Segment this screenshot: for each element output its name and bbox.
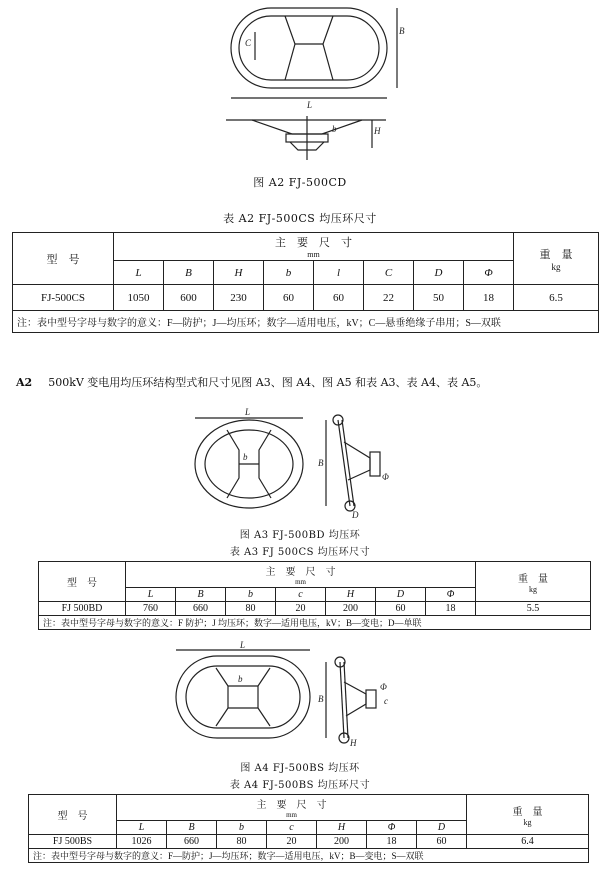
dim-phi-label: Φ [382, 472, 389, 482]
table-a2-col-header: H [214, 261, 264, 285]
table-a3-value-cell: 660 [176, 602, 226, 616]
table-a4-value-cell: 660 [167, 835, 217, 849]
table-a4-col-header: L [117, 821, 167, 835]
table-a4-note: 注：表中型号字母与数字的意义：F—防护；J—均压环；数字—适用电压，kV；B—变电；S—双联 [29, 849, 589, 863]
dim-b-label: b [332, 124, 337, 134]
table-a2-col-header: l [314, 261, 364, 285]
table-a3-col-header: Φ [426, 588, 476, 602]
table-a3-value-cell: 760 [126, 602, 176, 616]
table-a3-col-header: D [376, 588, 426, 602]
figure-a2-side-view [222, 112, 392, 164]
table-a3-model-header: 型 号 [39, 562, 126, 602]
figure-a3-plan-view [185, 406, 315, 521]
table-a2-col-header: b [264, 261, 314, 285]
table-a2-weight-cell: 6.5 [514, 285, 599, 311]
dim-B-label: B [318, 694, 324, 704]
figure-a3-caption: 图 A3 FJ-500BD 均压环 [239, 530, 361, 541]
dim-b-label: b [243, 452, 248, 462]
table-a2-main-dims-header: 主 要 尺 寸 mm [114, 233, 514, 261]
table-a2-value-cell: 600 [164, 285, 214, 311]
table-a4-main-dims-header: 主 要 尺 寸 mm [117, 795, 467, 821]
table-a3-col-header: H [326, 588, 376, 602]
table-a3-col-header: L [126, 588, 176, 602]
table-a4-value-cell: 80 [217, 835, 267, 849]
paragraph-a2-text: 500kV 变电用均压环结构型式和尺寸见图 A3、图 A4、图 A5 和表 A3、表 A4、表 A5。 [48, 376, 488, 389]
table-a2-note: 注：表中型号字母与数字的意义：F—防护；J—均压环；数字—适用电压，kV；C—悬垂绝缘子串用；S—双联 [13, 311, 599, 333]
table-a4-model-cell: FJ 500BS [29, 835, 117, 849]
table-a3-model-cell: FJ 500BD [39, 602, 126, 616]
table-a3-col-header: c [276, 588, 326, 602]
table-a2-weight-header: 重 量 kg [514, 233, 599, 285]
table-a4-row [29, 835, 589, 849]
table-a2-value-cell: 60 [314, 285, 364, 311]
table-a4-weight-header: 重 量 kg [467, 795, 589, 835]
figure-a4-side-view [318, 652, 400, 748]
table-a3-value-cell: 80 [226, 602, 276, 616]
table-a3-note: 注：表中型号字母与数字的意义：F 防护；J 均压环；数字—适用电压，kV；B—变电；D—单联 [39, 616, 591, 630]
table-a4-model-header: 型 号 [29, 795, 117, 835]
dim-L-label: L [240, 640, 246, 650]
table-a3-weight-header: 重 量 kg [476, 562, 591, 602]
dim-c-label: c [384, 696, 388, 706]
table-a3-value-cell: 60 [376, 602, 426, 616]
table-a2-col-header: L [114, 261, 164, 285]
table-a2-col-header: B [164, 261, 214, 285]
table-a4-col-header: B [167, 821, 217, 835]
table-a4-title: 表 A4 FJ-500BS 均压环尺寸 [229, 780, 371, 791]
table-a3 [38, 561, 591, 630]
paragraph-a2 [16, 374, 596, 390]
table-a4-col-header: Φ [367, 821, 417, 835]
table-a3-title: 表 A3 FJ 500CS 均压环尺寸 [229, 547, 371, 558]
figure-a2-plan-view [215, 4, 405, 114]
dim-L-label: L [307, 100, 313, 110]
table-a3-weight-cell: 5.5 [476, 602, 591, 616]
table-a2-value-cell: 22 [364, 285, 414, 311]
figure-a4-caption: 图 A4 FJ-500BS 均压环 [240, 763, 360, 774]
table-a3-value-cell: 200 [326, 602, 376, 616]
table-a2-row [13, 285, 599, 311]
table-a4-value-cell: 20 [267, 835, 317, 849]
table-a2-col-header: C [364, 261, 414, 285]
figure-a2-caption: 图 A2 FJ-500CD [253, 176, 347, 189]
dim-B-label: B [399, 26, 405, 36]
table-a2-value-cell: 230 [214, 285, 264, 311]
table-a2-model-header: 型 号 [13, 233, 114, 285]
table-a3-col-header: b [226, 588, 276, 602]
dim-C-label: C [245, 38, 252, 48]
table-a4-col-header: H [317, 821, 367, 835]
table-a4-weight-cell: 6.4 [467, 835, 589, 849]
dim-D-label: D [352, 510, 359, 520]
table-a2-value-cell: 1050 [114, 285, 164, 311]
table-a4-col-header: c [267, 821, 317, 835]
table-a2-value-cell: 50 [414, 285, 464, 311]
table-a3-col-header: B [176, 588, 226, 602]
table-a3-main-dims-header: 主 要 尺 寸 mm [126, 562, 476, 588]
figure-a3-side-view [320, 410, 400, 520]
dim-b-label: b [238, 674, 243, 684]
table-a4-value-cell: 60 [417, 835, 467, 849]
table-a2-col-header: D [414, 261, 464, 285]
table-a2-value-cell: 60 [264, 285, 314, 311]
table-a3-row [39, 602, 591, 616]
table-a4-value-cell: 1026 [117, 835, 167, 849]
dim-phi-label: Φ [380, 682, 387, 692]
table-a4 [28, 794, 589, 863]
dim-L-label: L [245, 407, 251, 417]
table-a4-col-header: b [217, 821, 267, 835]
table-a2-col-header: Φ [464, 261, 514, 285]
paragraph-a2-label: A2 [16, 376, 33, 389]
table-a2 [12, 232, 599, 333]
table-a3-value-cell: 18 [426, 602, 476, 616]
dim-H-label: H [374, 126, 381, 136]
dim-H-label: H [350, 738, 357, 748]
table-a4-value-cell: 200 [317, 835, 367, 849]
table-a2-value-cell: 18 [464, 285, 514, 311]
table-a4-col-header: D [417, 821, 467, 835]
figure-a4-plan-view [168, 642, 318, 746]
table-a2-model-cell: FJ-500CS [13, 285, 114, 311]
dim-B-label: B [318, 458, 324, 468]
table-a4-value-cell: 18 [367, 835, 417, 849]
table-a2-title: 表 A2 FJ-500CS 均压环尺寸 [223, 212, 377, 225]
table-a3-value-cell: 20 [276, 602, 326, 616]
